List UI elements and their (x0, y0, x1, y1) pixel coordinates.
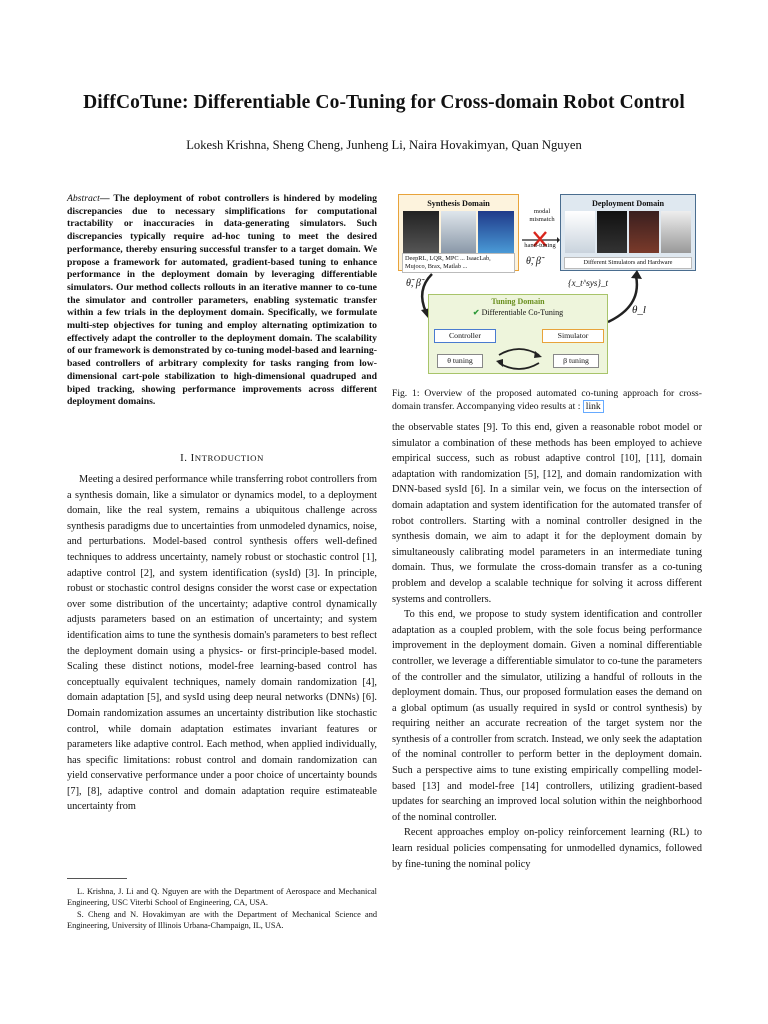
abstract-text: — The deployment of robot controllers is hindered by modeling discrepancies due to necessary simplifications for computational tractability or inaccuracies in data-generating simulators. Such discrepancies typically require ad-hoc tuning to meet the desired performance, thereby ensuring successful transfer to a target domain. We propose a framework for automated, gradient-based tuning to enhance performance in the deployment domain by leveraging differentiable simulators. Our method collects rollouts in an iterative manner to co-tune the simulator and controller parameters, enabling systematic transfer within a few trials in the deployment domain. Specifically, we formulate multi-step objectives for tuning and employ alternating optimization to effectively adapt the controller to the deployment domain. The scalability of our framework is demonstrated by co-tuning model-based and learning-based controllers of arbitrary complexity for tasks ranging from low-dimensional cart-pole stabilization to high-dimensional quadruped and biped tracking, showing performance improvements across different deployment domains. (67, 193, 377, 408)
theta-right-label: θ_l (632, 304, 646, 316)
section-number: I. (180, 452, 188, 464)
caption-text: Fig. 1: Overview of the proposed automated co-tuning approach for cross-domain transfer. Accompanying video results at : (392, 388, 702, 413)
quadruped-sim-image (478, 211, 514, 253)
synthesis-domain-label: DeepRL, LQR, MPC ... IsaacLab, Mujoco, Brax, Matlab ... (402, 253, 515, 273)
abstract (67, 193, 377, 409)
robot-arm-image (403, 211, 439, 253)
tuning-domain-subtitle (429, 308, 607, 317)
section-heading-introduction (67, 452, 377, 464)
deployment-domain-title: Deployment Domain (591, 199, 665, 208)
footnote-rule (67, 878, 127, 879)
alternating-arrows (491, 345, 547, 373)
figure-caption (392, 387, 702, 413)
synthesis-domain-title: Synthesis Domain (427, 199, 490, 208)
right-paragraph-1: the observable states [9]. To this end, given a reasonable robot model or simulator a combination of these methods has been employed to achieve empirical success, such as robust adaptive control [10], [11], domain adaptation with randomization [5], [12], and domain randomization with DNN-based sysId [6]. In a similar vein, we focus on the intersection of domain adaptation and system identification for the automated transfer of robot controllers. Starting with a nominal controller designed in the synthesis domain, we aim to adapt it for the deployment domain by simultaneously calibrating model parameters in an intermediate tuning domain. Thus, we formulate the cross-domain transfer as a co-tuning problem and develop a scalable technique for solving it across different systems and controllers. (392, 422, 702, 605)
footnote-2: S. Cheng and N. Hovakimyan are with the Department of Mechanical Science and Engineering, University of Illinois Urbana-Champaign, IL, USA. (67, 909, 377, 931)
co-tuning-label: Differentiable Co-Tuning (481, 308, 564, 317)
controller-box: Controller (434, 329, 496, 343)
section-first-letter: I (190, 452, 195, 464)
footnote-1: L. Krishna, J. Li and Q. Nguyen are with the Department of Aerospace and Mechanical Engineering, USC Viterbi School of Engineering, CA, USA. (67, 887, 377, 908)
video-link[interactable]: link (583, 400, 604, 413)
right-column-body (392, 420, 702, 872)
red-robot-image (629, 211, 659, 253)
right-paragraph-3: Recent approaches employ on-policy reinforcement learning (RL) to learn residual policies compensating for unmodelled dynamics, followed by fine-tuning the nominal policy (392, 827, 702, 870)
check-icon: ✔ (472, 308, 480, 317)
right-paragraph-2: To this end, we propose to study system identification and controller adaptation as a coupled problem, with the sole focus being performance improvement in the deployment domain. Given a nominal differentiable controller, we leverage a differentiable simulator to co-tune the parameters of the controller and the simulator, utilizing a handful of rollouts in the deployment domain. Thus, our proposed formulation eases the demand on a global optimum (as usually required in sysId or control synthesis) by requiring neither an accurate recreation of the target system nor the synthesis of a controller from scratch. Instead, we only seek the adaptation of the nominal controller to perform better in the deployment domain. Such a perspective aims to tune existing empirically compelling model-based [13] and model-free [14] controllers, utilizing gradient-based updates for searching an improved local solution within the neighborhood of the nominal controller. (392, 609, 702, 823)
quadruped-image (565, 211, 595, 253)
section-rest: NTRODUCTION (194, 453, 264, 463)
figure-overview (392, 192, 702, 382)
left-column-body (67, 472, 377, 815)
abstract-label: Abstract (67, 193, 100, 204)
deployment-domain-box (560, 194, 696, 271)
intro-paragraph: Meeting a desired performance while transferring robot controllers from a synthesis domain, like a simulator or dynamics model, to a deployment domain, like the real system, remains a ubiquitous challenge across synthesis paradigms due to uncertainties from unmodeled dynamics, noise, and perturbations. Model-based control synthesis offers well-defined techniques to address uncertainty, namely robust or stochastic control [1], adaptive control [2], and system identification (sysId) [3]. In principle, robust or stochastic control designs consider the worst case or expectation over some distribution of the uncertainty; adaptive control dynamically adjusts parameters based on an estimation of uncertainty; and system identification aims to tune the synthesis domain's parameters to best reflect the deployment domain using a physics- or first-principle-based model. Scaling these distinct notions, model-free learning-based control has conceptually equivalent techniques, namely domain randomization [4], domain adaptation [5], and sysId using deep neural networks (DNNs) [6]. Domain randomization assumes an uncertainty distribution like stochastic control, while domain adaptation estimates invariant features or parameters like adaptive control. Each method, when applied individually, has specific limitations: robust control and domain randomization can yield conservative performance under a poor choice of uncertainty bounds [7], [8], adaptive control and domain adaptation require estimateable uncertainty from (67, 474, 377, 813)
deployment-images (565, 211, 691, 253)
simulator-box: Simulator (542, 329, 604, 343)
deployment-domain-label: Different Simulators and Hardware (564, 257, 692, 269)
theta-tuning-box: θ tuning (437, 354, 483, 368)
mismatch-label: modal mismatch (529, 208, 555, 223)
paper-title: DiffCoTune: Differentiable Co-Tuning for Cross-domain Robot Control (83, 92, 685, 113)
handtuning-label: hand-tuning (524, 242, 556, 249)
theta-beta-left-label: θ̃, β̃ (406, 278, 421, 289)
biped-image (661, 211, 691, 253)
states-label: {x_t^sys}_t (568, 278, 608, 288)
tuning-domain-box (428, 294, 608, 374)
synthesis-domain-box (398, 194, 519, 271)
cartpole-hardware-image (597, 211, 627, 253)
cartpole-image (441, 211, 477, 253)
synthesis-images (403, 211, 514, 253)
tuning-domain-title: Tuning Domain (491, 297, 545, 306)
author-list: Lokesh Krishna, Sheng Cheng, Junheng Li, Naira Hovakimyan, Quan Nguyen (186, 138, 582, 152)
footnotes (67, 886, 377, 932)
beta-tuning-box: β tuning (553, 354, 599, 368)
theta-beta-label: θ̃, β̃ (526, 256, 541, 267)
